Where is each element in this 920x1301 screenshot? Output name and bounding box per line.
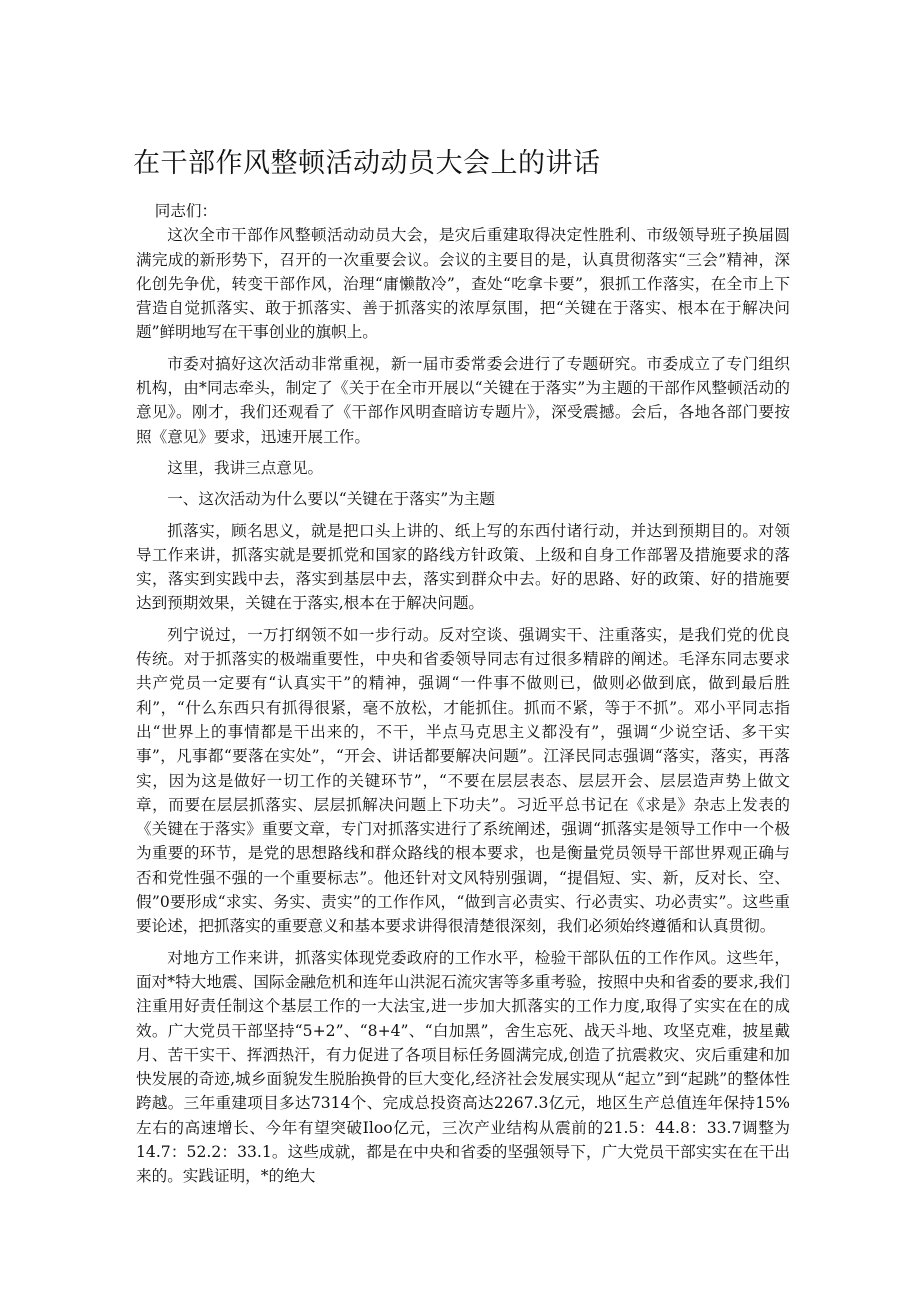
- section-heading: 一、这次活动为什么要以“关键在于落实”为主题: [167, 490, 496, 509]
- paragraph-local-work: 对地方工作来讲，抓落实体现党委政府的工作水平，检验干部队伍的工作作风。这些年，面对*特大地震、国际金融危机和连年山洪泥石流灾害等多重考验，按照中央和省委的要求,我们注重用好责任制这个基层工作的一大法宝,进一步加大抓落实的工作力度,取得了实实在在的成效。广大党员干部坚持“5+2”、“8+4”、“白加黑”，舍生忘死、战天斗地、攻坚克难，披星戴月、苦干实干、挥洒热汗，有力促进了各项目标任务圆满完成,创造了抗震救灾、灾后重建和加快发展的奇迹,城乡面貌发生脱胎换骨的巨大变化,经济社会发展实现从“起立”到“起跳”的整体性跨越。三年重建项目多达7314个、完成总投资高达2267.3亿元，地区生产总值连年保持15%左右的高速增长、今年有望突破Iloo亿元，三次产业结构从震前的21.5：44.8：33.7调整为14.7：52.2：33.1。这些成就，都是在中央和省委的坚强领导下，广大党员干部实实在在干出来的。实践证明，*的绝大: [136, 948, 790, 1186]
- document-title: 在干部作风整顿活动动员大会上的讲话: [133, 148, 601, 179]
- paragraph-quotes: 列宁说过，一万打纲领不如一步行动。反对空谈、强调实干、注重落实，是我们党的优良传统。对于抓落实的极端重要性，中央和省委领导同志有过很多精辟的阐述。毛泽东同志要求共产党员一定要有“认真实干”的精神，强调“一件事不做则已，做则必做到底，做到最后胜利”，“什么东西只有抓得很紧，毫不放松，才能抓住。抓而不紧，等于不抓”。邓小平同志指出“世界上的事情都是干出来的，不干，半点马克思主义都没有”，强调“少说空话、多干实事”，凡事都“要落在实处”，“开会、讲话都要解决问题”。江泽民同志强调“落实，落实，再落实，因为这是做好一切工作的关键环节”，“不要在层层表态、层层开会、层层造声势上做文章，而要在层层抓落实、层层抓解决问题上下功夫”。习近平总书记在《求是》杂志上发表的《关键在于落实》重要文章，专门对抓落实进行了系统阐述，强调“抓落实是领导工作中一个极为重要的环节，是党的思想路线和群众路线的根本要求，也是衡量党员领导干部世界观正确与否和党性强不强的一个重要标志”。他还针对文风特别强调，“提倡短、实、新，反对长、空、假”0要形成“求实、务实、责实”的工作作风，“做到言必责实、行必责实、功必责实”。这些重要论述，把抓落实的重要意义和基本要求讲得很清楚很深刻，我们必须始终遵循和认真贯彻。: [136, 625, 790, 936]
- paragraph-three-points: 这里，我讲三点意见。: [167, 458, 324, 477]
- salutation: 同志们：: [154, 202, 218, 220]
- paragraph-committee: 市委对搞好这次活动非常重视，新一届市委常委会进行了专题研究。市委成立了专门组织机构，由*同志牵头，制定了《关于在全市开展以“关键在于落实”为主题的干部作风整顿活动的意见》。刚才，我们还观看了《干部作风明查暗访专题片》，深受震撼。会后，各地各部门要按照《意见》要求，迅速开展工作。: [136, 354, 790, 446]
- paragraph-definition: 抓落实，顾名思义，就是把口头上讲的、纸上写的东西付诸行动，并达到预期目的。对领导工作来讲，抓落实就是要抓党和国家的路线方针政策、上级和自身工作部署及措施要求的落实，落实到实践中去，落实到基层中去，落实到群众中去。好的思路、好的政策、好的措施要达到预期效果，关键在于落实,根本在于解决问题。: [136, 521, 790, 613]
- paragraph-opening: 这次全市干部作风整顿活动动员大会，是灾后重建取得决定性胜利、市级领导班子换届圆满完成的新形势下，召开的一次重要会议。会议的主要目的是，认真贯彻落实“三会”精神，深化创先争优，转变干部作风，治理“庸懒散冷”，查处“吃拿卡要”，狠抓工作落实，在全市上下营造自觉抓落实、敢于抓落实、善于抓落实的浓厚氛围，把“关键在于落实、根本在于解决问题”鲜明地写在干事创业的旗帜上。: [136, 226, 790, 342]
- document-body: [136, 199, 790, 1196]
